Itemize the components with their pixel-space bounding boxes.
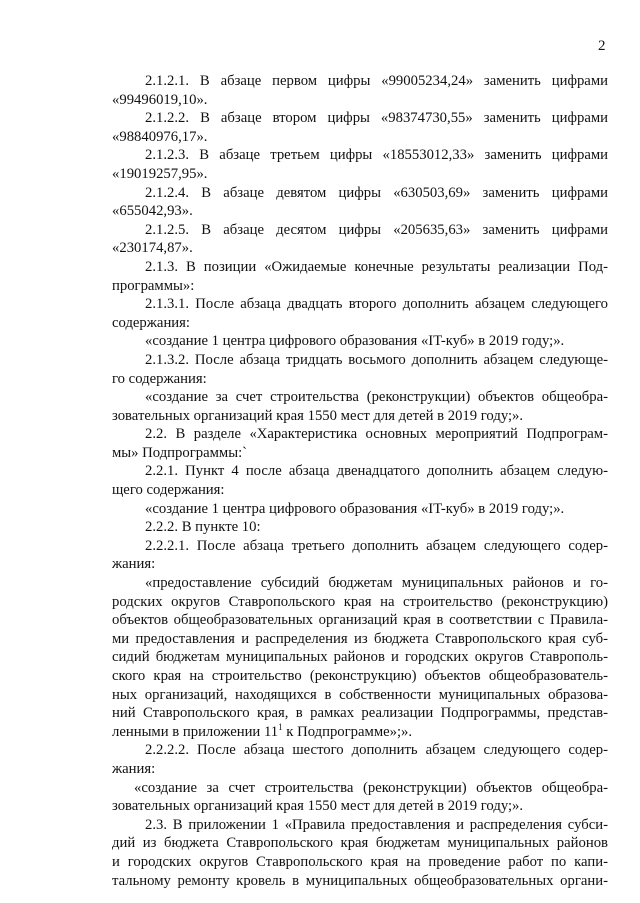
text-fragment: ленными в приложении 11 [112,723,279,740]
text-line: «создание 1 центра цифрового образования «IT-куб» в 2019 году;». [145,500,565,517]
text-line: жания: [112,556,156,573]
text-line: зовательных организаций края 1550 мест для детей в 2019 году;». [112,798,524,815]
clause-2-1-2-3 [112,146,608,183]
text-line: ми предоставления и распределения из бюджета Ставропольского края суб- [112,630,608,647]
text-line: 2.2.2. В пункте 10: [145,519,261,536]
text-line: «99496019,10». [112,91,208,108]
clause-2-2-2 [112,518,608,537]
text-line: жания: [112,760,156,777]
text-line: дий из бюджета Ставропольского края бюджетам муниципальных районов [112,835,608,852]
clause-2-1-2-1 [112,72,608,109]
text-line: 2.1.2.5. В абзаце десятом цифры «205635,63» заменить цифрами [145,221,608,238]
text-line: щего содержания: [112,482,225,499]
text-line: 2.1.3.1. После абзаца двадцать второго дополнить абзацем следующего [145,296,608,313]
clause-2-3 [112,816,608,890]
text-line: 2.1.2.4. В абзаце девятом цифры «630503,69» заменить цифрами [145,184,608,201]
text-line: 2.2. В разделе «Характеристика основных мероприятий Подпрограм- [145,426,608,443]
text-line: 2.2.1. Пункт 4 после абзаца двенадцатого дополнить абзацем следую- [145,463,608,480]
page-number: 2 [598,38,606,54]
text-line: сидий бюджетам муниципальных районов и городских округов Ставрополь- [112,649,608,666]
clause-2-1-3-1 [112,295,608,351]
text-line: 2.2.2.1. После абзаца третьего дополнить абзацем следующего содер- [145,537,608,554]
text-fragment: к Подпрограмме»;». [282,723,413,740]
document-body [112,72,608,890]
text-line: «создание за счет строительства (реконструкции) объектов общеобра- [145,389,608,406]
text-line: 2.1.2.3. В абзаце третьем цифры «18553012,33» заменить цифрами [145,147,608,164]
text-line: мы» Подпрограммы:` [112,444,248,461]
text-line: 2.3. В приложении 1 «Правила предоставления и распределения субси- [145,816,608,833]
clause-2-2-2-2 [112,741,608,815]
clause-2-1-2-5 [112,221,608,258]
text-line: «230174,87». [112,240,193,257]
text-line: «98840976,17». [112,128,208,145]
text-line: «создание 1 центра цифрового образования «IT-куб» в 2019 году;». [145,333,565,350]
text-line: го содержания: [112,370,207,387]
clause-2-1-2-4 [112,184,608,221]
text-line: 2.2.2.2. После абзаца шестого дополнить абзацем следующего содер- [145,742,608,759]
text-line: тальному ремонту кровель в муниципальных общеобразовательных органи- [112,872,608,889]
text-line: объектов общеобразовательных организаций края в соответствии с Правила- [112,612,608,629]
text-line: родских округов Ставропольского края на строительство (реконструкцию) [112,593,608,610]
superscript: 1 [278,721,283,732]
text-line: «19019257,95». [112,165,208,182]
text-line: 2.1.3. В позиции «Ожидаемые конечные результаты реализации Под- [145,258,608,275]
text-line: «создание за счет строительства (реконструкции) объектов общеобра- [134,779,608,796]
clause-2-2 [112,425,608,462]
text-line: «655042,93». [112,203,193,220]
text-line: ний Ставропольского края, в рамках реализации Подпрограммы, представ- [112,705,608,722]
text-line: 2.1.2.2. В абзаце втором цифры «98374730,55» заменить цифрами [145,110,608,127]
clause-2-1-3-2 [112,351,608,425]
text-line: ского края на строительство (реконструкцию) объектов общеобразователь- [112,668,608,684]
text-line: 2.1.2.1. В абзаце первом цифры «99005234,24» заменить цифрами [145,73,608,89]
text-line: зовательных организаций края 1550 мест для детей в 2019 году;». [112,407,524,424]
text-line: 2.1.3.2. После абзаца тридцать восьмого дополнить абзацем следующе- [145,351,608,368]
text-line: «предоставление субсидий бюджетам муниципальных районов и го- [145,575,608,592]
text-line: программы»: [112,277,195,294]
clause-2-2-2-1 [112,537,608,742]
clause-2-2-1 [112,462,608,518]
text-line: и городских округов Ставропольского края на проведение работ по капи- [112,853,608,870]
clause-2-1-3 [112,258,608,295]
text-line [112,723,608,742]
text-line: ных организаций, находящихся в собственности муниципальных образова- [112,686,608,703]
clause-2-1-2-2 [112,109,608,146]
text-line: содержания: [112,314,190,331]
